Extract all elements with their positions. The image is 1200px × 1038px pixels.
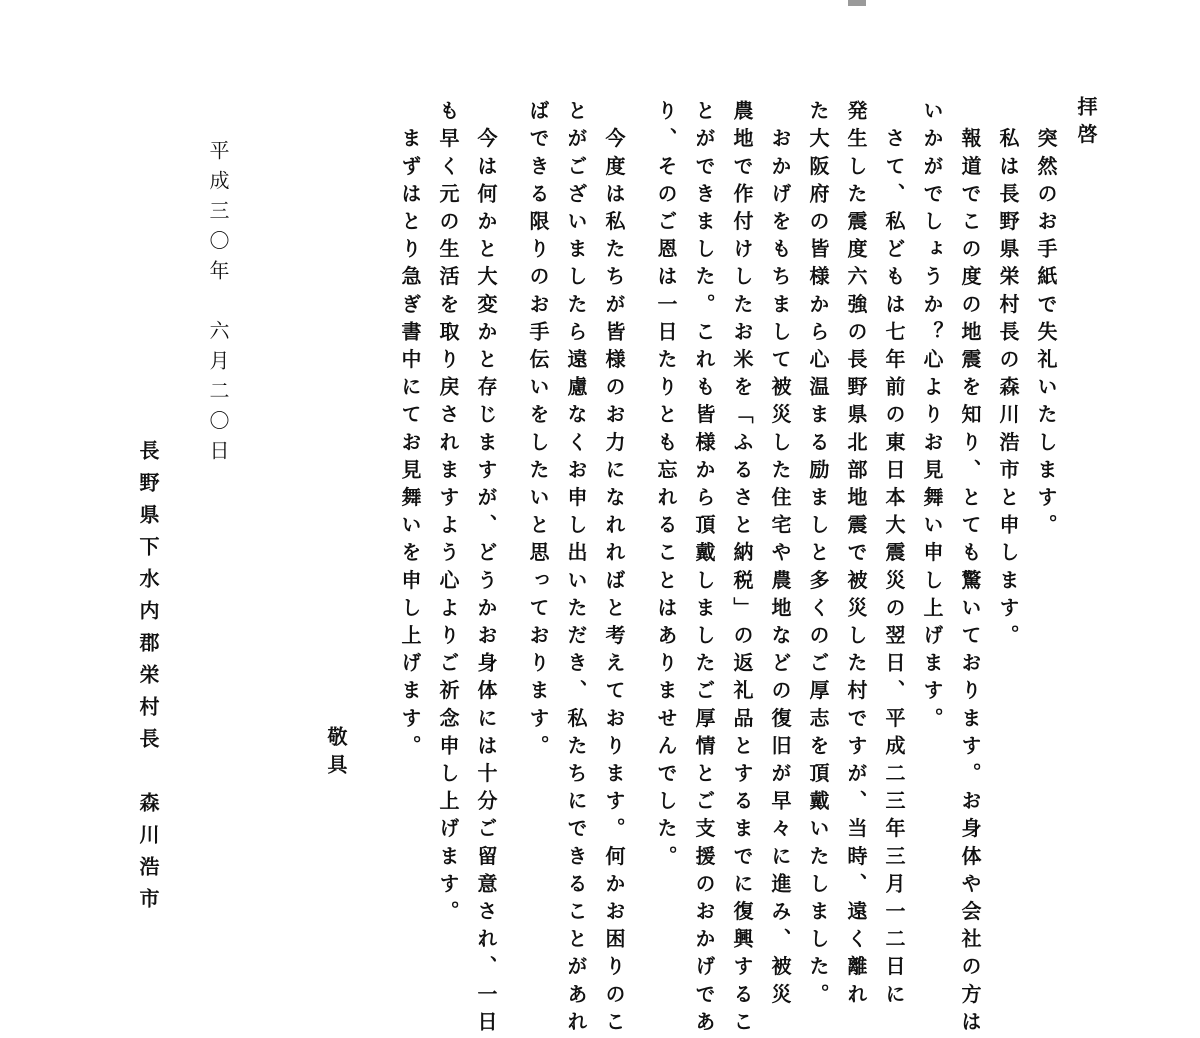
- letter-line-1: 突然のお手紙で失礼いたします。: [1034, 100, 1058, 542]
- letter-line-8: おかげをもちまして被災した住宅や農地などの復旧が早々に進み、被災: [768, 100, 792, 1011]
- letter-line-10: とができました。これも皆様から頂戴しましたご厚情とご支援のおかげであ: [692, 100, 716, 1038]
- letter-line-3: 報道でこの度の地震を知り、とても驚いております。お身体や会社の方は: [958, 100, 982, 1038]
- letter-line-14: ばできる限りのお手伝いをしたいと思っております。: [526, 100, 550, 763]
- scan-mark: [848, 0, 866, 6]
- letter-line-5: さて、私どもは七年前の東日本大震災の翌日、平成二三年三月一二日に: [882, 100, 906, 1011]
- letter-date: 平成三〇年 六月二〇日: [206, 140, 230, 470]
- letter-line-9: 農地で作付けしたお米を「ふるさと納税」の返礼品とするまでに復興するこ: [730, 100, 754, 1038]
- letter-line-12: 今度は私たちが皆様のお力になれればと考えております。何かお困りのこ: [602, 100, 626, 1038]
- letter-line-11: り、そのご恩は一日たりとも忘れることはありませんでした。: [654, 100, 678, 873]
- letter-line-6: 発生した震度六強の長野県北部地震で被災した村ですが、当時、遠く離れ: [844, 100, 868, 1011]
- opening-salutation: 拝啓: [1074, 96, 1098, 152]
- letter-line-2: 私は長野県栄村長の森川浩市と申します。: [996, 100, 1020, 652]
- sender-signature: 長野県下水内郡栄村長 森川浩市: [136, 440, 160, 920]
- letter-line-13: とがございましたら遠慮なくお申し出いただき、私たちにできることがあれ: [564, 100, 588, 1038]
- letter-line-7: た大阪府の皆様から心温まる励ましと多くのご厚志を頂戴いたしました。: [806, 100, 830, 1011]
- letter-line-17: まずはとり急ぎ書中にてお見舞いを申し上げます。: [398, 100, 422, 763]
- closing-salutation: 敬具: [324, 726, 348, 782]
- letter-line-15: 今は何かと大変かと存じますが、どうかお身体には十分ご留意され、一日: [474, 100, 498, 1038]
- letter-line-4: いかがでしょうか？心よりお見舞い申し上げます。: [920, 100, 944, 735]
- letter-line-16: も早く元の生活を取り戻されますよう心よりご祈念申し上げます。: [436, 100, 460, 928]
